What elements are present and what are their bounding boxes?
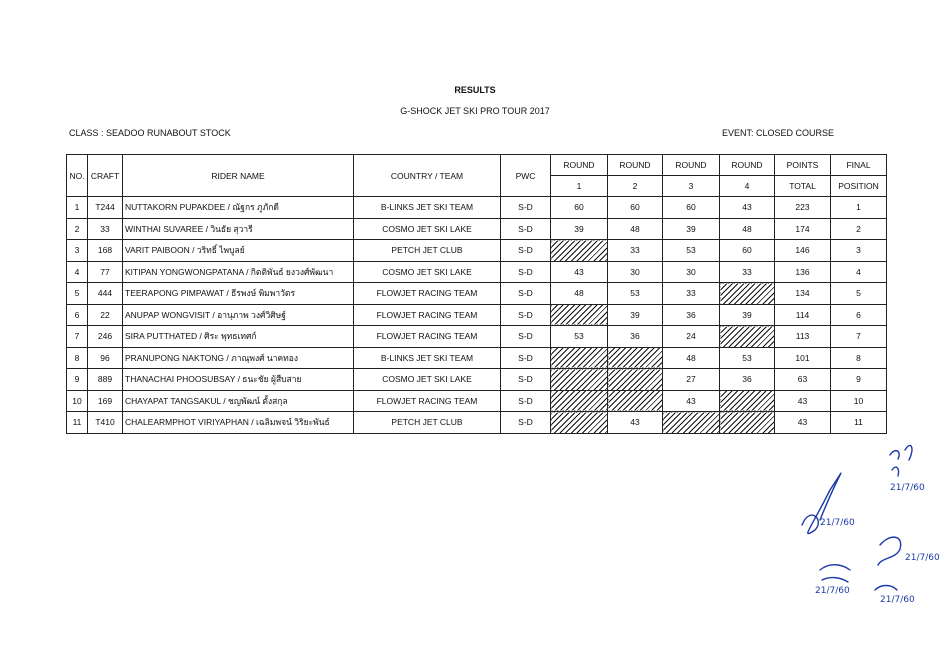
row-craft: 22 — [88, 304, 123, 326]
row-pwc: S-D — [501, 218, 551, 240]
row-round3: 30 — [663, 261, 720, 283]
row-final-position: 10 — [831, 390, 887, 412]
row-rider-name: KITIPAN YONGWONGPATANA / กิตติพันธ์ ยงวงศ์พัฒนา — [123, 261, 354, 283]
row-round2: 36 — [608, 326, 663, 348]
col-points-header: POINTS — [775, 155, 831, 176]
row-round2: 33 — [608, 240, 663, 262]
row-no: 5 — [67, 283, 88, 305]
row-craft: 444 — [88, 283, 123, 305]
row-round1 — [551, 412, 608, 434]
row-pwc: S-D — [501, 304, 551, 326]
row-team: B-LINKS JET SKI TEAM — [354, 347, 501, 369]
col-round4-header: ROUND — [720, 155, 775, 176]
row-rider-name: PRANUPONG NAKTONG / ภาณุพงศ์ นาคทอง — [123, 347, 354, 369]
row-round4: 43 — [720, 197, 775, 219]
row-round4: 48 — [720, 218, 775, 240]
row-round2: 60 — [608, 197, 663, 219]
row-points-total: 223 — [775, 197, 831, 219]
row-round1 — [551, 369, 608, 391]
table-row — [67, 197, 887, 219]
results-table — [66, 154, 887, 434]
row-final-position: 3 — [831, 240, 887, 262]
row-final-position: 5 — [831, 283, 887, 305]
row-no: 2 — [67, 218, 88, 240]
row-round3: 53 — [663, 240, 720, 262]
col-final-header: FINAL — [831, 155, 887, 176]
table-row — [67, 261, 887, 283]
row-round3: 43 — [663, 390, 720, 412]
table-row — [67, 369, 887, 391]
signature-note-3: 21/7/60 — [905, 553, 940, 563]
row-team: COSMO JET SKI LAKE — [354, 261, 501, 283]
row-points-total: 146 — [775, 240, 831, 262]
table-row — [67, 347, 887, 369]
row-no: 3 — [67, 240, 88, 262]
row-craft: 246 — [88, 326, 123, 348]
row-round2: 30 — [608, 261, 663, 283]
row-round4: 33 — [720, 261, 775, 283]
row-final-position: 4 — [831, 261, 887, 283]
table-row — [67, 283, 887, 305]
row-final-position: 8 — [831, 347, 887, 369]
col-craft-header: CRAFT — [88, 155, 123, 197]
row-craft: 889 — [88, 369, 123, 391]
row-rider-name: CHALEARMPHOT VIRIYAPHAN / เฉลิมพจน์ วิริยะพันธ์ — [123, 412, 354, 434]
col-round2-header: ROUND — [608, 155, 663, 176]
row-round4 — [720, 412, 775, 434]
points-total-label: TOTAL — [775, 176, 831, 197]
col-team-header: COUNTRY / TEAM — [354, 155, 501, 197]
row-team: FLOWJET RACING TEAM — [354, 304, 501, 326]
table-row — [67, 304, 887, 326]
row-final-position: 2 — [831, 218, 887, 240]
row-round3: 36 — [663, 304, 720, 326]
row-pwc: S-D — [501, 390, 551, 412]
row-craft: T410 — [88, 412, 123, 434]
row-rider-name: WINTHAI SUVAREE / วินธัย สุวารี — [123, 218, 354, 240]
row-round3: 33 — [663, 283, 720, 305]
row-round1 — [551, 390, 608, 412]
col-round3-header: ROUND — [663, 155, 720, 176]
row-team: FLOWJET RACING TEAM — [354, 390, 501, 412]
row-rider-name: VARIT PAIBOON / วริทธิ์ ไพบูลย์ — [123, 240, 354, 262]
row-craft: 77 — [88, 261, 123, 283]
row-rider-name: ANUPAP WONGVISIT / อานุภาพ วงศ์วิศิษฐ์ — [123, 304, 354, 326]
row-round1: 48 — [551, 283, 608, 305]
col-rider-header: RIDER NAME — [123, 155, 354, 197]
row-round3 — [663, 412, 720, 434]
row-round2 — [608, 369, 663, 391]
row-no: 10 — [67, 390, 88, 412]
row-rider-name: CHAYAPAT TANGSAKUL / ชญพัฒน์ ตั้งสกุล — [123, 390, 354, 412]
row-pwc: S-D — [501, 369, 551, 391]
row-rider-name: THANACHAI PHOOSUBSAY / ธนะชัย ผู้สืบสาย — [123, 369, 354, 391]
row-round2: 43 — [608, 412, 663, 434]
row-pwc: S-D — [501, 197, 551, 219]
row-round3: 60 — [663, 197, 720, 219]
row-round4: 53 — [720, 347, 775, 369]
row-round1 — [551, 240, 608, 262]
row-round3: 27 — [663, 369, 720, 391]
event-label: EVENT: CLOSED COURSE — [722, 128, 835, 138]
results-body — [67, 197, 887, 434]
header-row-top — [67, 155, 887, 176]
row-points-total: 101 — [775, 347, 831, 369]
table-row — [67, 218, 887, 240]
row-no: 4 — [67, 261, 88, 283]
event-subtitle: G-SHOCK JET SKI PRO TOUR 2017 — [400, 106, 550, 116]
row-no: 1 — [67, 197, 88, 219]
row-no: 8 — [67, 347, 88, 369]
signature-note-5: 21/7/60 — [880, 595, 915, 605]
row-pwc: S-D — [501, 347, 551, 369]
row-no: 6 — [67, 304, 88, 326]
row-pwc: S-D — [501, 261, 551, 283]
col-round1-header: ROUND — [551, 155, 608, 176]
row-round1: 43 — [551, 261, 608, 283]
row-round2 — [608, 390, 663, 412]
row-round4 — [720, 326, 775, 348]
row-round4 — [720, 283, 775, 305]
row-team: FLOWJET RACING TEAM — [354, 283, 501, 305]
row-final-position: 1 — [831, 197, 887, 219]
row-round3: 48 — [663, 347, 720, 369]
row-final-position: 11 — [831, 412, 887, 434]
col-no-header: NO. — [67, 155, 88, 197]
row-round2 — [608, 347, 663, 369]
row-round3: 39 — [663, 218, 720, 240]
row-no: 7 — [67, 326, 88, 348]
row-round1: 53 — [551, 326, 608, 348]
row-round4: 39 — [720, 304, 775, 326]
row-team: PETCH JET CLUB — [354, 240, 501, 262]
signature-note-4: 21/7/60 — [815, 586, 850, 596]
row-pwc: S-D — [501, 326, 551, 348]
class-label: CLASS : SEADOO RUNABOUT STOCK — [69, 128, 231, 138]
table-row — [67, 326, 887, 348]
table-row — [67, 412, 887, 434]
row-round1: 60 — [551, 197, 608, 219]
round1-number: 1 — [551, 176, 608, 197]
results-title: RESULTS — [454, 85, 496, 95]
row-rider-name: NUTTAKORN PUPAKDEE / ณัฐกร ภูภักดี — [123, 197, 354, 219]
round2-number: 2 — [608, 176, 663, 197]
row-final-position: 7 — [831, 326, 887, 348]
row-team: COSMO JET SKI LAKE — [354, 218, 501, 240]
row-rider-name: TEERAPONG PIMPAWAT / ธีรพงษ์ พิมพาวัตร — [123, 283, 354, 305]
table-row — [67, 390, 887, 412]
round3-number: 3 — [663, 176, 720, 197]
row-craft: 168 — [88, 240, 123, 262]
row-round4: 60 — [720, 240, 775, 262]
row-team: PETCH JET CLUB — [354, 412, 501, 434]
row-pwc: S-D — [501, 240, 551, 262]
row-round4: 36 — [720, 369, 775, 391]
row-craft: 33 — [88, 218, 123, 240]
final-position-label: POSITION — [831, 176, 887, 197]
row-round1 — [551, 347, 608, 369]
row-no: 11 — [67, 412, 88, 434]
row-craft: 169 — [88, 390, 123, 412]
handwritten-signatures — [780, 430, 950, 610]
row-round2: 48 — [608, 218, 663, 240]
row-round4 — [720, 390, 775, 412]
row-team: B-LINKS JET SKI TEAM — [354, 197, 501, 219]
row-pwc: S-D — [501, 283, 551, 305]
signature-note-2: 21/7/60 — [890, 483, 925, 493]
round4-number: 4 — [720, 176, 775, 197]
row-no: 9 — [67, 369, 88, 391]
row-final-position: 6 — [831, 304, 887, 326]
row-points-total: 174 — [775, 218, 831, 240]
row-pwc: S-D — [501, 412, 551, 434]
row-team: FLOWJET RACING TEAM — [354, 326, 501, 348]
col-pwc-header: PWC — [501, 155, 551, 197]
row-craft: 96 — [88, 347, 123, 369]
row-team: COSMO JET SKI LAKE — [354, 369, 501, 391]
signature-note-1: 21/7/60 — [820, 518, 855, 528]
table-row — [67, 240, 887, 262]
row-points-total: 63 — [775, 369, 831, 391]
row-points-total: 43 — [775, 412, 831, 434]
row-points-total: 113 — [775, 326, 831, 348]
row-round3: 24 — [663, 326, 720, 348]
row-points-total: 43 — [775, 390, 831, 412]
row-points-total: 136 — [775, 261, 831, 283]
row-craft: T244 — [88, 197, 123, 219]
row-round1: 39 — [551, 218, 608, 240]
row-rider-name: SIRA PUTTHATED / ศิระ พุทธเทศก์ — [123, 326, 354, 348]
row-round2: 53 — [608, 283, 663, 305]
row-points-total: 114 — [775, 304, 831, 326]
row-final-position: 9 — [831, 369, 887, 391]
row-points-total: 134 — [775, 283, 831, 305]
row-round2: 39 — [608, 304, 663, 326]
row-round1 — [551, 304, 608, 326]
